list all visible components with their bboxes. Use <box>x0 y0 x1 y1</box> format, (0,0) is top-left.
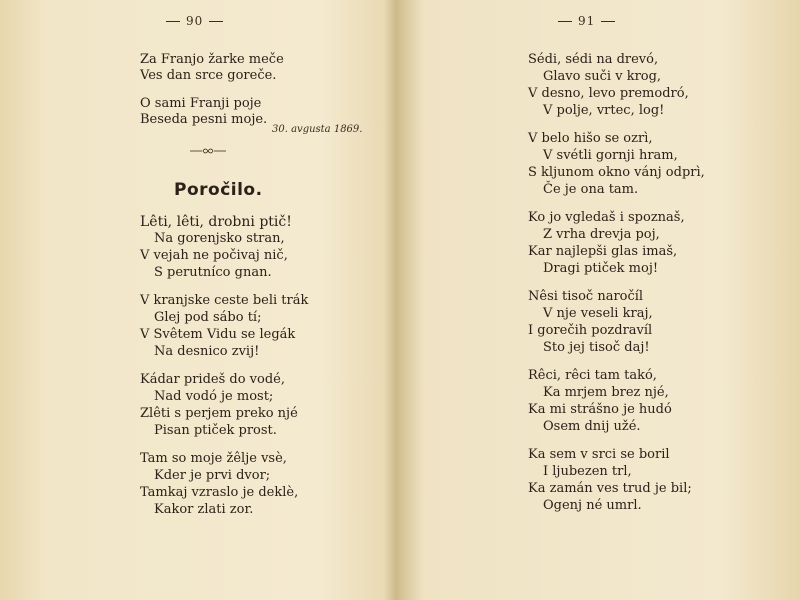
verse-line: Sédi, sédi na drevó, <box>528 52 659 67</box>
verse-line: I gorečih pozdravíl <box>528 323 653 338</box>
verse-line: Ka mrjem brez njé, <box>543 385 669 400</box>
verse-line: V vejah ne počivaj nič, <box>140 248 288 263</box>
verse-line: Ves dan srce goreče. <box>140 68 277 83</box>
verse-line: Kakor zlati zor. <box>154 502 254 517</box>
verse-line: V nje veseli kraj, <box>543 306 653 321</box>
page-number-left: 90 <box>160 14 229 28</box>
verse-line: Nad vodó je most; <box>154 389 274 404</box>
verse-line: O sami Franji poje <box>140 96 262 111</box>
verse-line: V svétli gornji hram, <box>543 148 678 163</box>
verse-line: Če je ona tam. <box>543 182 639 197</box>
verse-line: V kranjske ceste beli trák <box>140 293 309 308</box>
verse-line: Glavo suči v krog, <box>543 69 662 84</box>
verse-line: Tamkaj vzraslo je deklè, <box>140 485 299 500</box>
verse-line: V Svêtem Vidu se legák <box>140 327 296 342</box>
verse-line: Ka zamán ves trud je bil; <box>528 481 692 496</box>
verse-line: Pisan ptiček prost. <box>154 423 277 438</box>
verse-line: S kljunom okno vánj odprì, <box>528 165 705 180</box>
verse-line: Zlêti s perjem preko njé <box>140 406 298 421</box>
verse-line: Kádar prideš do vodé, <box>140 372 285 387</box>
ornament-divider-icon <box>190 146 226 156</box>
verse-line: Rêci, rêci tam takó, <box>528 368 657 383</box>
page-number-right: 91 <box>552 14 621 28</box>
verse-line: Ka sem v srci se boril <box>528 447 670 462</box>
verse-line: Tam so moje žêlje vsè, <box>140 451 287 466</box>
verse-line: Ka mi strášno je hudó <box>528 402 672 417</box>
verse-line: Ogenj né umrl. <box>543 498 642 513</box>
verse-line: S perutníco gnan. <box>154 265 272 280</box>
verse-line: I ljubezen trl, <box>543 464 632 479</box>
poem-title: Poročilo. <box>174 180 263 200</box>
verse-line: Na gorenjsko stran, <box>154 231 285 246</box>
verse-line: Glej pod sábo tí; <box>154 310 262 325</box>
verse-line: Za Franjo žarke meče <box>140 52 284 67</box>
verse-line: Sto jej tisoč daj! <box>543 340 650 355</box>
verse-line: Dragi ptiček moj! <box>543 261 659 276</box>
verse-line: V polje, vrtec, log! <box>543 103 665 118</box>
verse-line: Kar najlepši glas imaš, <box>528 244 678 259</box>
verse-line: V belo hišo se ozrì, <box>528 131 653 146</box>
verse-line: Kder je prvi dvor; <box>154 468 271 483</box>
verse-line: Beseda pesni moje. <box>140 112 268 127</box>
verse-line: Z vrha drevja poj, <box>543 227 660 242</box>
verse-line: Na desnico zvij! <box>154 344 260 359</box>
verse-line: V desno, levo premodró, <box>528 86 689 101</box>
verse-line: Ko jo vgledaš i spoznaš, <box>528 210 685 225</box>
poem-date: 30. avgusta 1869. <box>272 124 363 135</box>
verse-line: Nêsi tisoč naročíl <box>528 289 644 304</box>
right-page <box>400 0 800 600</box>
verse-line: Lêti, lêti, drobni ptič! <box>140 214 292 230</box>
verse-line: Osem dnij užé. <box>543 419 641 434</box>
